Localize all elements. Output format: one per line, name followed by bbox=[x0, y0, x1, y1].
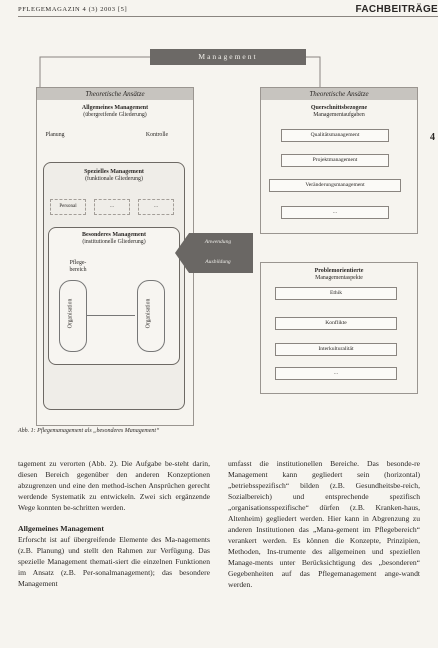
left-column bbox=[18, 458, 210, 589]
speziell-box bbox=[43, 162, 185, 410]
speziell-title: Spezielles Management bbox=[84, 169, 144, 175]
right-panel-title: Theoretische Ansätze bbox=[261, 88, 417, 100]
pflege-label: Pflege- bbox=[69, 260, 87, 266]
right-bottom-panel bbox=[260, 262, 418, 394]
problem-item-2: Interkulturalität bbox=[275, 343, 397, 356]
management-label: Management bbox=[150, 49, 306, 65]
ausbildung-label: Ausbildung bbox=[205, 259, 231, 265]
organisation-right: Organisation bbox=[145, 298, 152, 329]
quer-title: Querschnittsbezogene bbox=[310, 105, 368, 111]
left-panel-title: Theoretische Ansätze bbox=[37, 88, 193, 100]
quer-item-2: Veränderungsmanagement bbox=[269, 179, 401, 192]
personal-cell: Personal bbox=[50, 199, 86, 215]
figure-caption: Abb. 1: Pflegemanagement als „besonderes Management“ bbox=[18, 428, 160, 434]
page-edge-mark: 4 bbox=[430, 132, 435, 143]
right-paragraph-1: umfasst die institutionellen Bereiche. Das besonde-re Management kann gegliedert sein (horizontal) „betriebsspezifisch“ bilden (z.B. Gesundheitsbe-reich, Sozialbereich) und entsprechende spezifisch „organisationsspezifische“ dürfen (z.B. Kranken-haus, Altenheim) gegliedert werden. Hier kann in Abgrenzung zu anderen Institutionen das „Mana-gement im Pflegebereich“ verankert werden. Es können die Konzepte, Prinzipien, Methoden, Ins-trumente des allgemeinen und speziellen Manage-ments unter Berücksichtigung des „besonderen“ Gegebenheiten auf das Pflegemanagement ange-wandt werden. bbox=[228, 459, 420, 589]
left-panel bbox=[36, 87, 194, 426]
right-column bbox=[228, 458, 420, 590]
quer-item-0: Qualitätsmanagement bbox=[281, 129, 389, 142]
left-paragraph-2: Erforscht ist auf übergreifende Elemente des Ma-nagements (z.B. Planung) und stellt den Rahmen zur Verfügung. Das spezielle Management themati-siert die einzelnen Funktionen im Ansatz (z.B. Per-sonalmanagement); das besondere Management bbox=[18, 535, 210, 588]
problem-sub: Managementaspekte bbox=[315, 275, 363, 281]
speziell-dots-2: ... bbox=[138, 199, 174, 215]
quer-item-3: ... bbox=[281, 206, 389, 219]
connector-line bbox=[87, 315, 135, 316]
problem-item-0: Ethik bbox=[275, 287, 397, 300]
left-paragraph-1: tagement zu verorten (Abb. 2). Die Aufgabe be-steht darin, diesen Bereich gegenüber den anderen Konzeptionen abzugrenzen und eine den method-ischen Ansprüchen gerecht werdende Systematik zu entwickeln. Zwei sich ergänzende Wege konnten be-schritten werden. bbox=[18, 459, 210, 512]
besonders-sub: (institutionelle Gliederung) bbox=[82, 239, 146, 245]
right-top-panel bbox=[260, 87, 418, 234]
allgemein-heading: Allgemeines Management bbox=[18, 524, 104, 533]
problem-title: Problemorientierte bbox=[314, 268, 364, 274]
besonders-title: Besonderes Management bbox=[81, 232, 147, 238]
kontrolle-label: Kontrolle bbox=[145, 132, 169, 138]
magazine-header: PFLEGEMAGAZIN 4 (3) 2003 [5] bbox=[18, 6, 128, 13]
problem-item-3: ... bbox=[275, 367, 397, 380]
speziell-dots-1: ... bbox=[94, 199, 130, 215]
quer-item-1: Projektmanagement bbox=[281, 154, 389, 167]
allgemein-sub: (übergreifende Gliederung) bbox=[83, 112, 147, 118]
problem-item-1: Konflikte bbox=[275, 317, 397, 330]
speziell-sub: (funktionale Gliederung) bbox=[85, 176, 143, 182]
allgemein-title: Allgemeines Management bbox=[81, 105, 149, 111]
besonders-box bbox=[48, 227, 180, 365]
organisation-left: Organisation bbox=[67, 298, 74, 329]
planung-label: Planung bbox=[45, 132, 65, 138]
bereich-label: bereich bbox=[69, 267, 87, 273]
quer-sub: Managementaufgaben bbox=[313, 112, 365, 118]
section-title: FACHBEITRÄGE bbox=[355, 4, 438, 15]
anwendung-label: Anwendung bbox=[204, 239, 232, 245]
